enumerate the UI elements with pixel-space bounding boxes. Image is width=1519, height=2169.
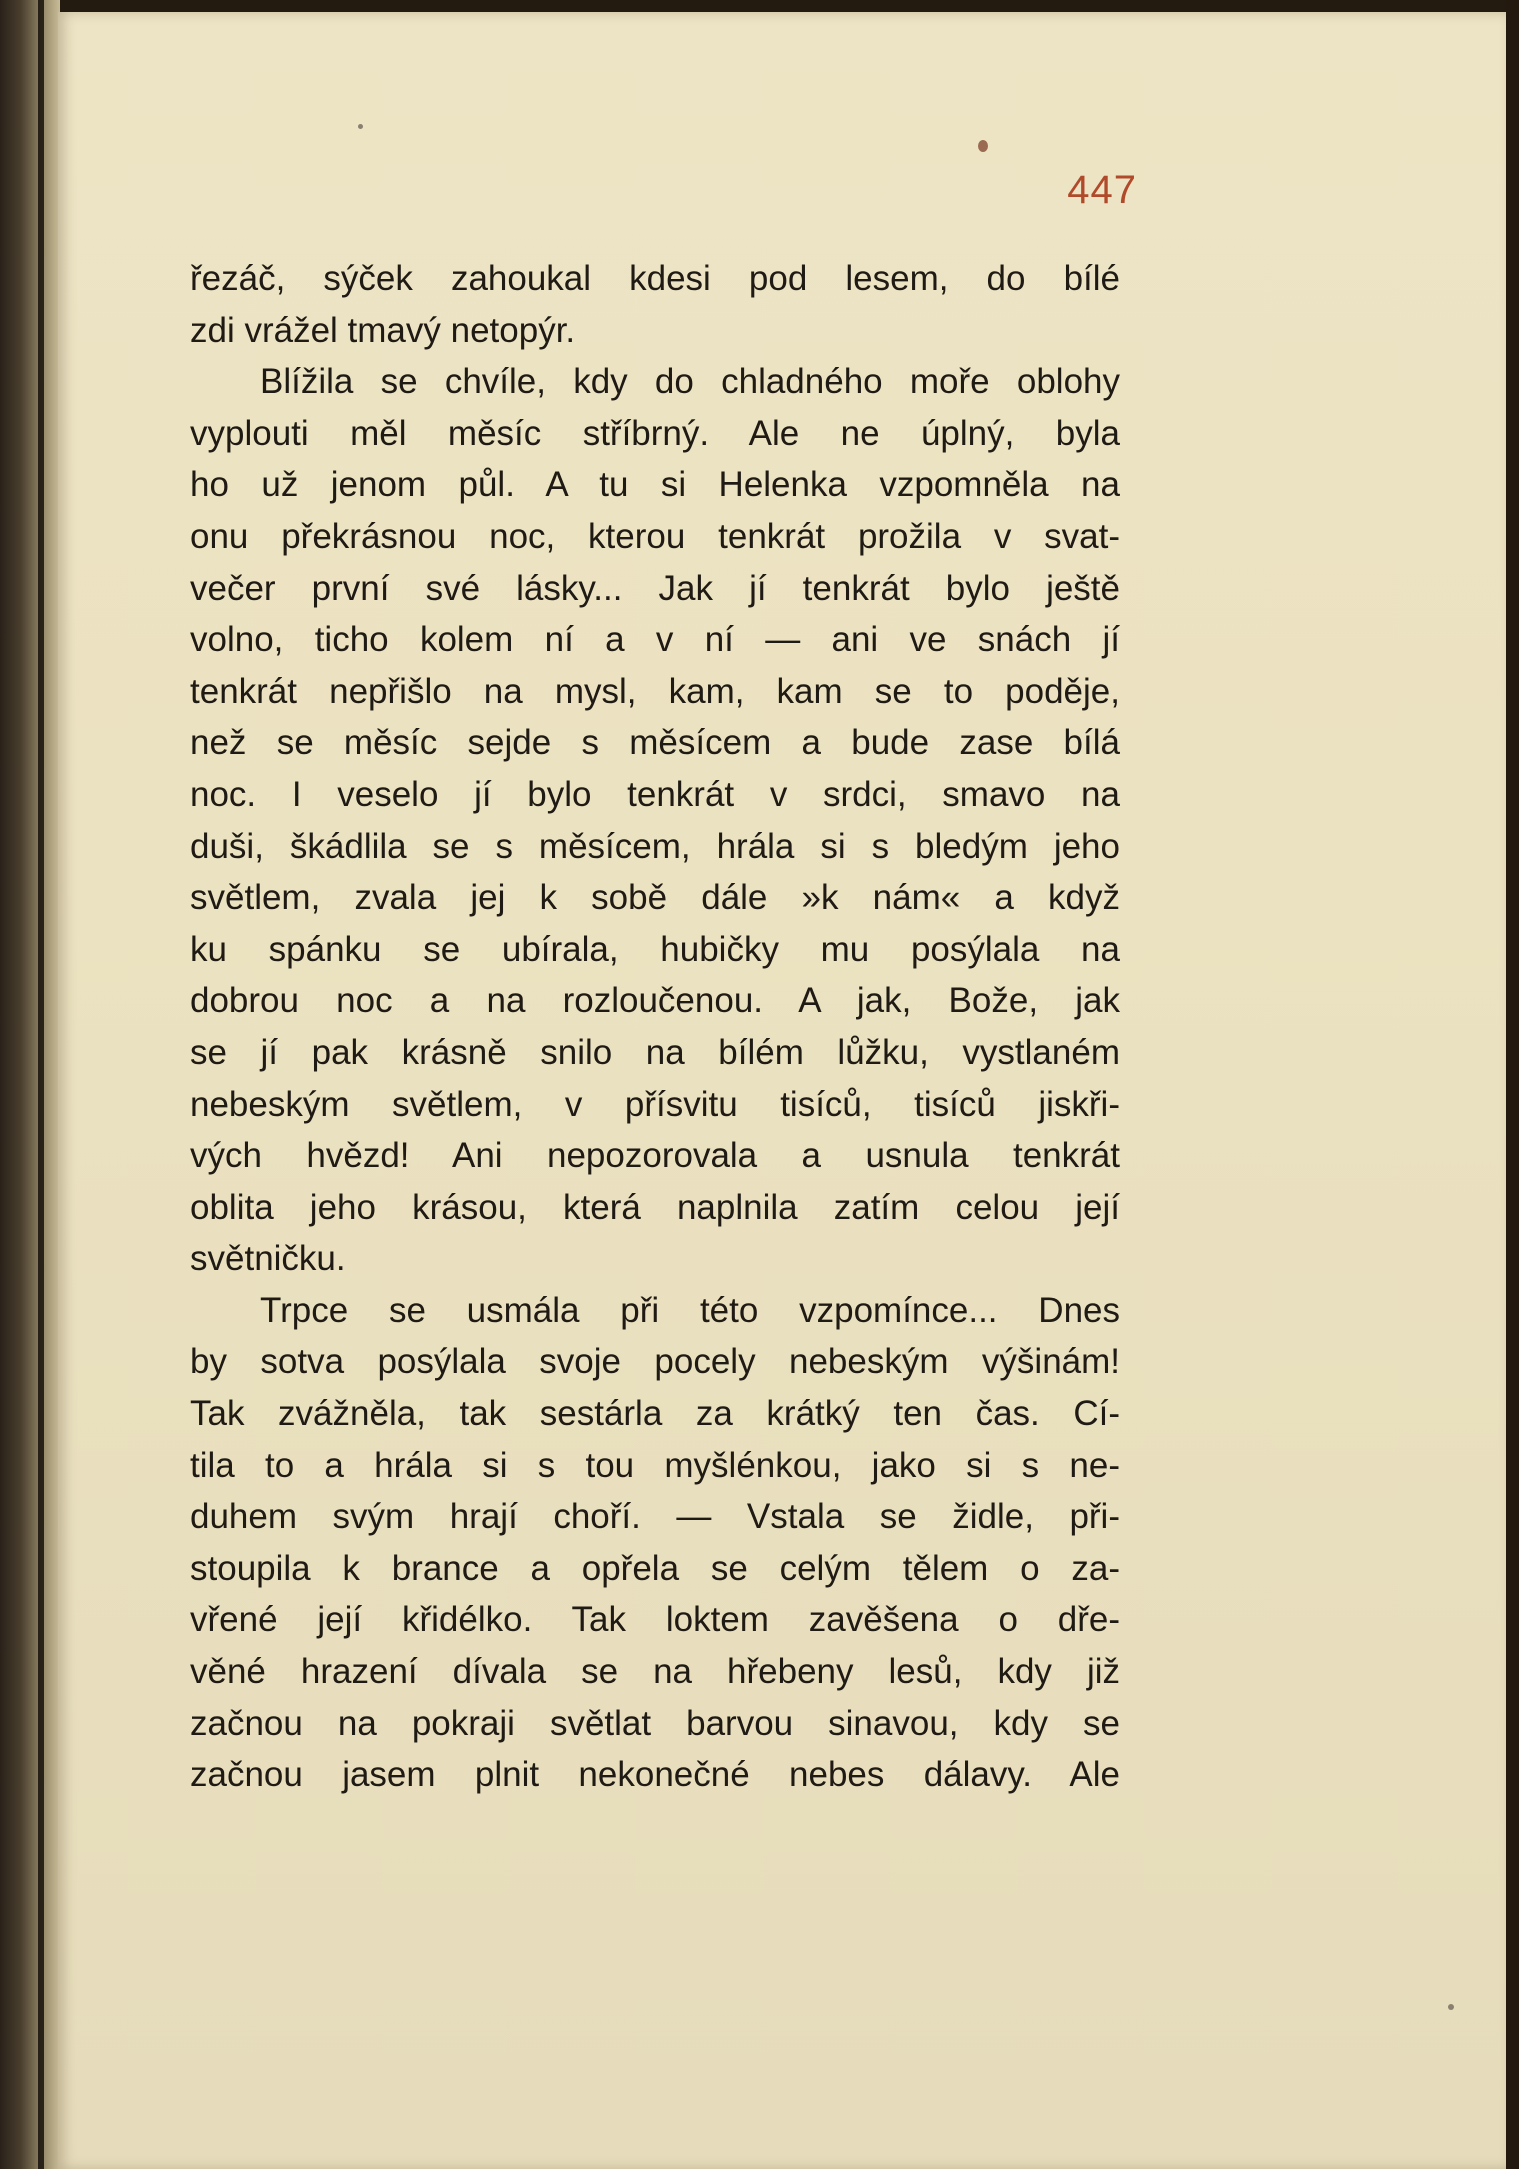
book-spine-line — [38, 0, 44, 2169]
text-line: by sotva posýlala svoje pocely nebeským výšinám! — [190, 1342, 1120, 1382]
text-line: stoupila k brance a opřela se celým tělem o za- — [190, 1548, 1120, 1588]
text-line: večer první své lásky... Jak jí tenkrát bylo ještě — [190, 568, 1120, 608]
text-line: vých hvězd! Ani nepozorovala a usnula tenkrát — [190, 1136, 1120, 1176]
text-line: zdi vrážel tmavý netopýr. — [190, 310, 576, 350]
text-line: duši, škádlila se s měsícem, hrála si s bledým jeho — [190, 826, 1120, 866]
text-line: tila to a hrála si s tou myšlénkou, jako si s ne- — [190, 1445, 1120, 1485]
page-number: 447 — [1067, 168, 1137, 212]
right-page-edge — [1506, 0, 1519, 2169]
text-line: začnou na pokraji světlat barvou sinavou, kdy se — [190, 1703, 1120, 1743]
text-line: vyplouti měl měsíc stříbrný. Ale ne úplný, byla — [190, 413, 1120, 453]
text-line: onu překrásnou noc, kterou tenkrát prožila v svat- — [190, 516, 1120, 556]
text-line: nebeským světlem, v přísvitu tisíců, tisíců jiskři- — [190, 1084, 1120, 1124]
text-line: vřené její křidélko. Tak loktem zavěšena o dře- — [190, 1600, 1120, 1640]
text-line: Trpce se usmála při této vzpomínce... Dnes — [260, 1290, 1120, 1330]
paper-speck — [358, 124, 363, 129]
text-line: Tak zvážněla, tak sestárla za krátký ten čas. Cí- — [190, 1394, 1120, 1434]
text-line: Blížila se chvíle, kdy do chladného moře oblohy — [260, 362, 1120, 402]
text-line: ho už jenom půl. A tu si Helenka vzpomněla na — [190, 465, 1120, 505]
book-spine-shadow — [0, 0, 60, 2169]
text-line: ku spánku se ubírala, hubičky mu posýlala na — [190, 929, 1120, 969]
text-line: oblita jeho krásou, která naplnila zatím celou její — [190, 1187, 1120, 1227]
body-text — [190, 253, 1120, 1801]
text-line: světlem, zvala jej k sobě dále »k nám« a když — [190, 878, 1120, 918]
text-line: začnou jasem plnit nekonečné nebes dálavy. Ale — [190, 1755, 1120, 1795]
paper-speck — [978, 140, 988, 152]
text-line: volno, ticho kolem ní a v ní — ani ve snách jí — [190, 620, 1120, 660]
text-line: řezáč, sýček zahoukal kdesi pod lesem, do bílé — [190, 259, 1120, 298]
text-line: duhem svým hrají choří. — Vstala se židle, při- — [190, 1497, 1120, 1537]
text-line: než se měsíc sejde s měsícem a bude zase bílá — [190, 723, 1120, 763]
text-line: se jí pak krásně snilo na bílém lůžku, vystlaném — [190, 1032, 1120, 1072]
text-line: světničku. — [190, 1239, 346, 1279]
text-line: věné hrazení dívala se na hřebeny lesů, kdy již — [190, 1652, 1120, 1692]
text-line: noc. I veselo jí bylo tenkrát v srdci, smavo na — [190, 774, 1120, 814]
text-line: dobrou noc a na rozloučenou. A jak, Bože, jak — [190, 981, 1120, 1021]
paper-speck — [1448, 2004, 1454, 2010]
top-edge — [0, 0, 1519, 12]
text-line: tenkrát nepřišlo na mysl, kam, kam se to poděje, — [190, 671, 1120, 711]
